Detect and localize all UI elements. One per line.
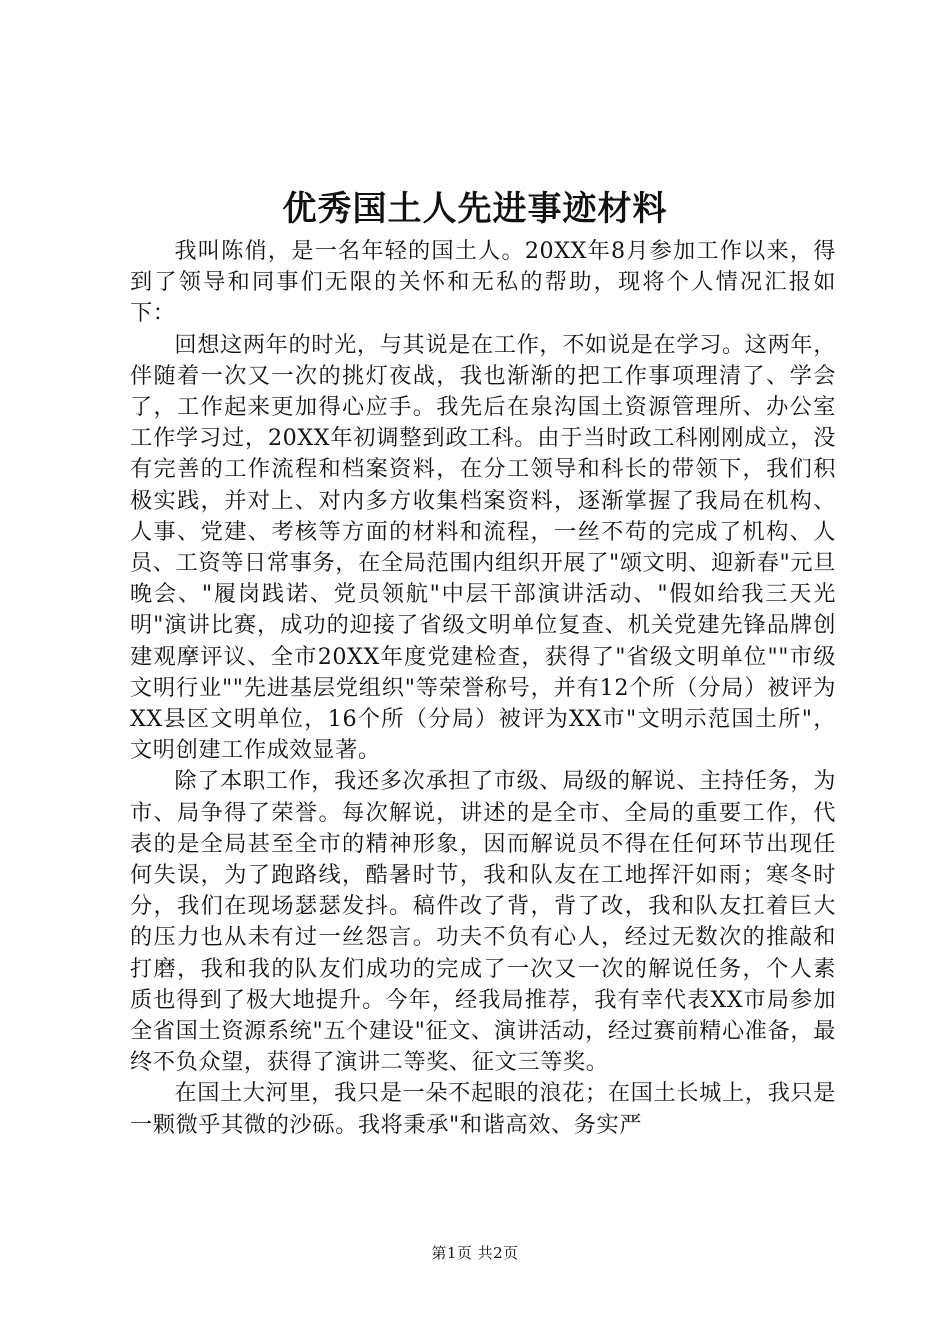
paragraph-closing: 在国土大河里，我只是一朵不起眼的浪花；在国土长城上，我只是一颗微乎其微的沙砾。我将秉承"和谐高效、务实严 (130, 1080, 836, 1138)
document-title: 优秀国土人先进事迹材料 (282, 189, 668, 229)
paragraph-work-review: 回想这两年的时光，与其说是在工作，不如说是在学习。这两年，伴随着一次又一次的挑灯夜战，我也渐渐的把工作事项理清了、学会了，工作起来更加得心应手。我先后在泉沟国土资源管理所、办公室工作学习过，20XX年初调整到政工科。由于当时政工科刚刚成立，没有完善的工作流程和档案资料，在分工领导和科长的带领下，我们积极实践，并对上、对内多方收集档案资料，逐渐掌握了我局在机构、人事、党建、考核等方面的材料和流程，一丝不苟的完成了机构、人员、工资等日常事务，在全局范围内组织开展了"颂文明、迎新春"元旦晚会、"履岗践诺、党员领航"中层干部演讲活动、"假如给我三天光明"演讲比赛，成功的迎接了省级文明单位复查、机关党建先锋品牌创建观摩评议、全市20XX年度党建检查，获得了"省级文明单位""市级文明行业""先进基层党组织"等荣誉称号，并有12个所（分局）被评为XX县区文明单位，16个所（分局）被评为XX市"文明示范国土所"，文明创建工作成效显著。 (130, 331, 836, 764)
paragraph-extra-duties: 除了本职工作，我还多次承担了市级、局级的解说、主持任务，为市、局争得了荣誉。每次解说，讲述的是全市、全局的重要工作，代表的是全局甚至全市的精神形象，因而解说员不得在任何环节出现任何失误，为了跑路线，酷暑时节，我和队友在工地挥汗如雨；寒冬时分，我们在现场瑟瑟发抖。稿件改了背，背了改，我和队友扛着巨大的压力也从未有过一丝怨言。功夫不负有心人，经过无数次的推敲和打磨，我和我的队友们成功的完成了一次又一次的解说任务，个人素质也得到了极大地提升。今年，经我局推荐，我有幸代表XX市局参加全省国土资源系统"五个建设"征文、演讲活动，经过赛前精心准备，最终不负众望，获得了演讲二等奖、征文三等奖。 (130, 768, 836, 1076)
paragraph-intro: 我叫陈俏，是一名年轻的国土人。20XX年8月参加工作以来，得到了领导和同事们无限的关怀和无私的帮助，现将个人情况汇报如下： (130, 238, 836, 327)
page-number: 第1页 共2页 (431, 1244, 519, 1262)
document-body (130, 236, 836, 1141)
